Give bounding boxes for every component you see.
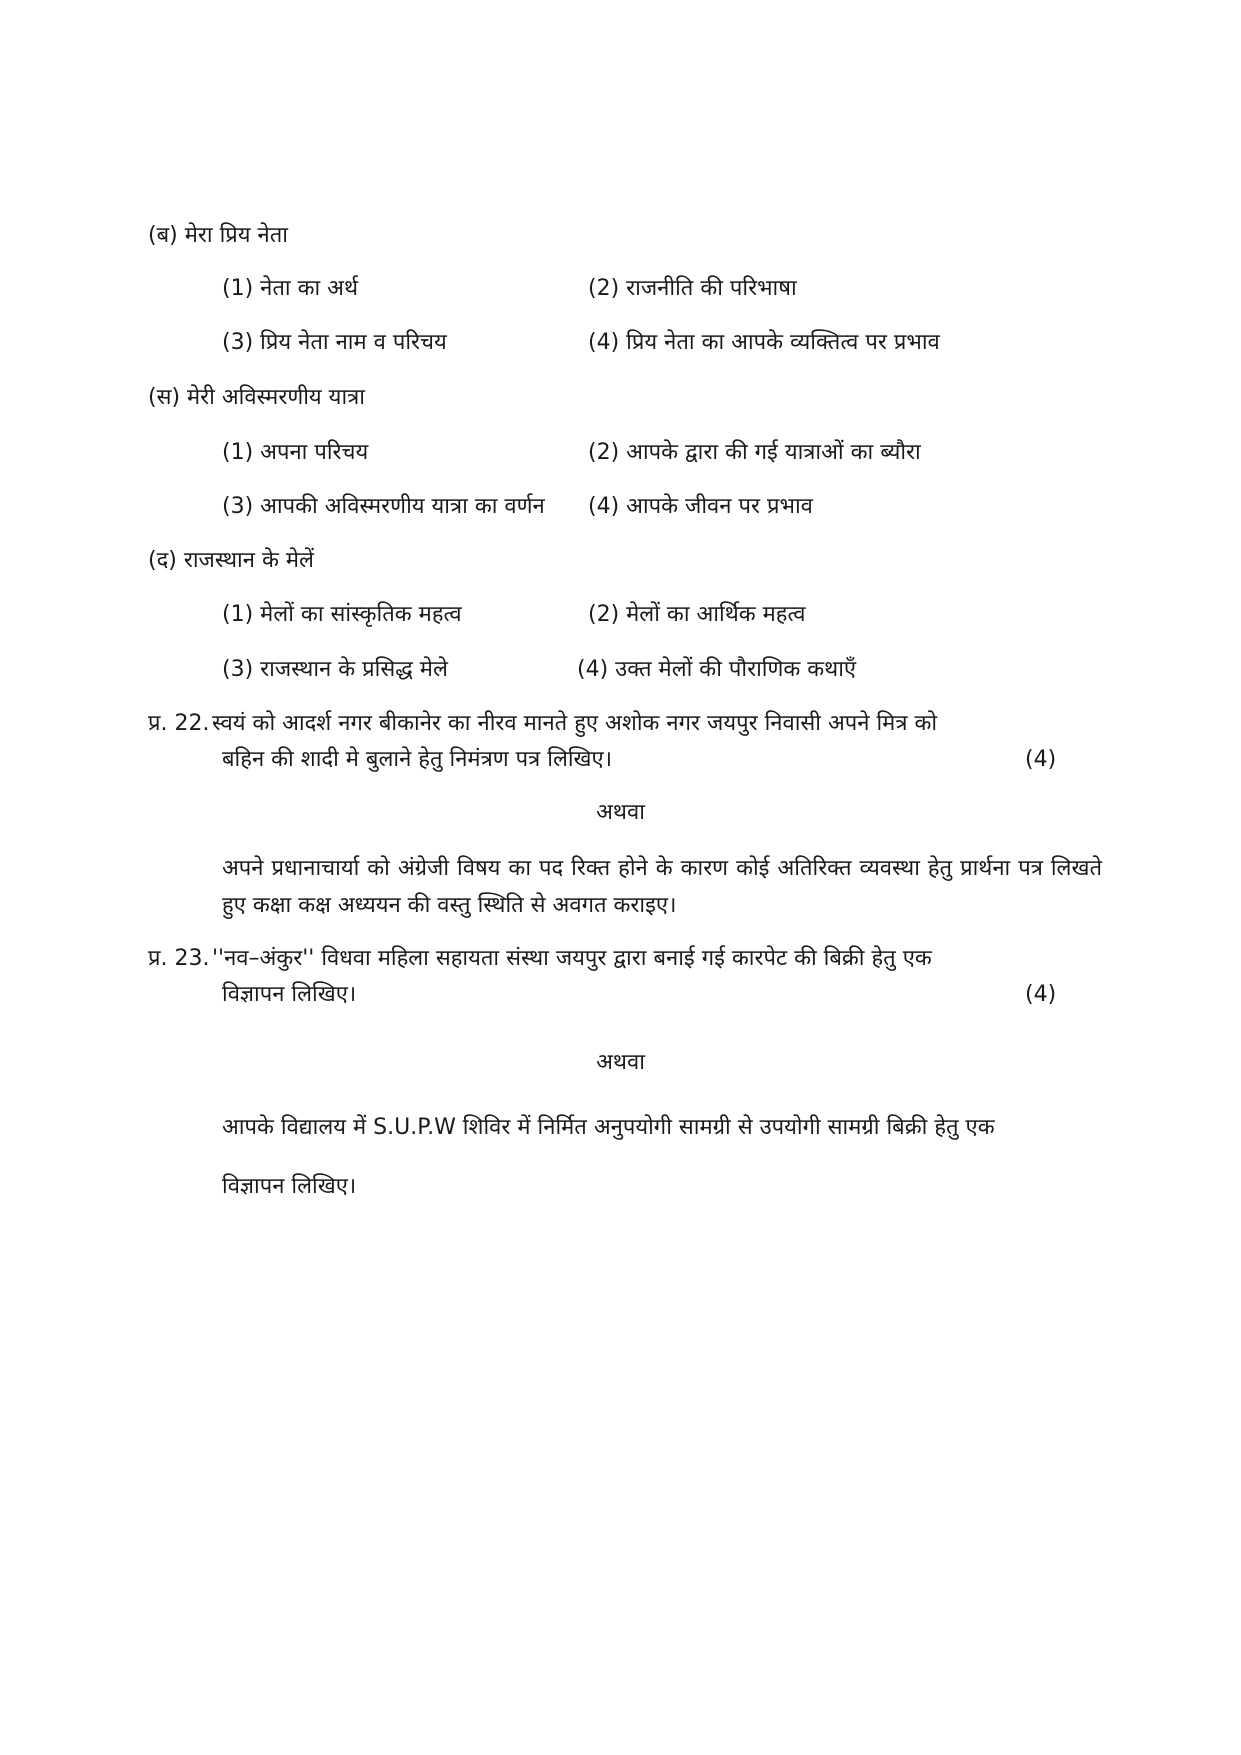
question-23-alternative-line-2: विज्ञापन लिखिए। (222, 1174, 357, 1199)
section-b-heading: (ब) मेरा प्रिय नेता (148, 223, 288, 248)
question-22-or: अथवा (596, 800, 645, 825)
section-b-option-3: (3) प्रिय नेता नाम व परिचय (222, 330, 447, 355)
section-d-heading: (द) राजस्थान के मेलें (148, 548, 314, 573)
section-d-option-2: (2) मेलों का आर्थिक महत्व (588, 602, 806, 627)
section-d-option-3: (3) राजस्थान के प्रसिद्ध मेले (222, 657, 448, 682)
question-23-marks: (4) (1025, 982, 1057, 1007)
section-s-option-2: (2) आपके द्वारा की गई यात्राओं का ब्यौरा (588, 440, 921, 465)
question-22-label: प्र. 22. (148, 711, 210, 736)
section-d-option-4: (4) उक्त मेलों की पौराणिक कथाएँ (577, 657, 857, 682)
section-s-option-4: (4) आपके जीवन पर प्रभाव (588, 494, 813, 519)
question-23-label: प्र. 23. (148, 946, 210, 971)
section-b-option-2: (2) राजनीति की परिभाषा (588, 276, 797, 301)
section-d-option-1: (1) मेलों का सांस्कृतिक महत्व (222, 602, 462, 627)
question-23-line-2: विज्ञापन लिखिए। (222, 982, 357, 1007)
section-s-heading: (स) मेरी अविस्मरणीय यात्रा (148, 385, 365, 410)
section-s-option-1: (1) अपना परिचय (222, 440, 369, 465)
question-22-line-2: बहिन की शादी मे बुलाने हेतु निमंत्रण पत्र लिखिए। (222, 747, 613, 772)
question-23-alternative-line-1: आपके विद्यालय में S.U.P.W शिविर में निर्मित अनुपयोगी सामग्री से उपयोगी सामग्री बिक्री हेतु एक (222, 1115, 995, 1140)
section-b-option-1: (1) नेता का अर्थ (222, 276, 359, 301)
section-s-option-3: (3) आपकी अविस्मरणीय यात्रा का वर्णन (222, 494, 545, 519)
question-22-line-1: स्वयं को आदर्श नगर बीकानेर का नीरव मानते हुए अशोक नगर जयपुर निवासी अपने मित्र को (212, 711, 938, 736)
question-22-marks: (4) (1025, 747, 1057, 772)
question-23-or: अथवा (596, 1050, 645, 1075)
question-22-alternative: अपने प्रधानाचार्या को अंग्रेजी विषय का पद रिक्त होने के कारण कोई अतिरिक्त व्यवस्था हेतु प्रार्थना पत्र लिखते हुए कक्षा कक्ष अध्ययन की वस्तु स्थिति से अवगत कराइए। (222, 856, 1102, 918)
question-23-line-1: ''नव–अंकुर'' विधवा महिला सहायता संस्था जयपुर द्वारा बनाई गई कारपेट की बिक्री हेतु एक (212, 946, 932, 971)
section-b-option-4: (4) प्रिय नेता का आपके व्यक्तित्व पर प्रभाव (588, 330, 940, 355)
